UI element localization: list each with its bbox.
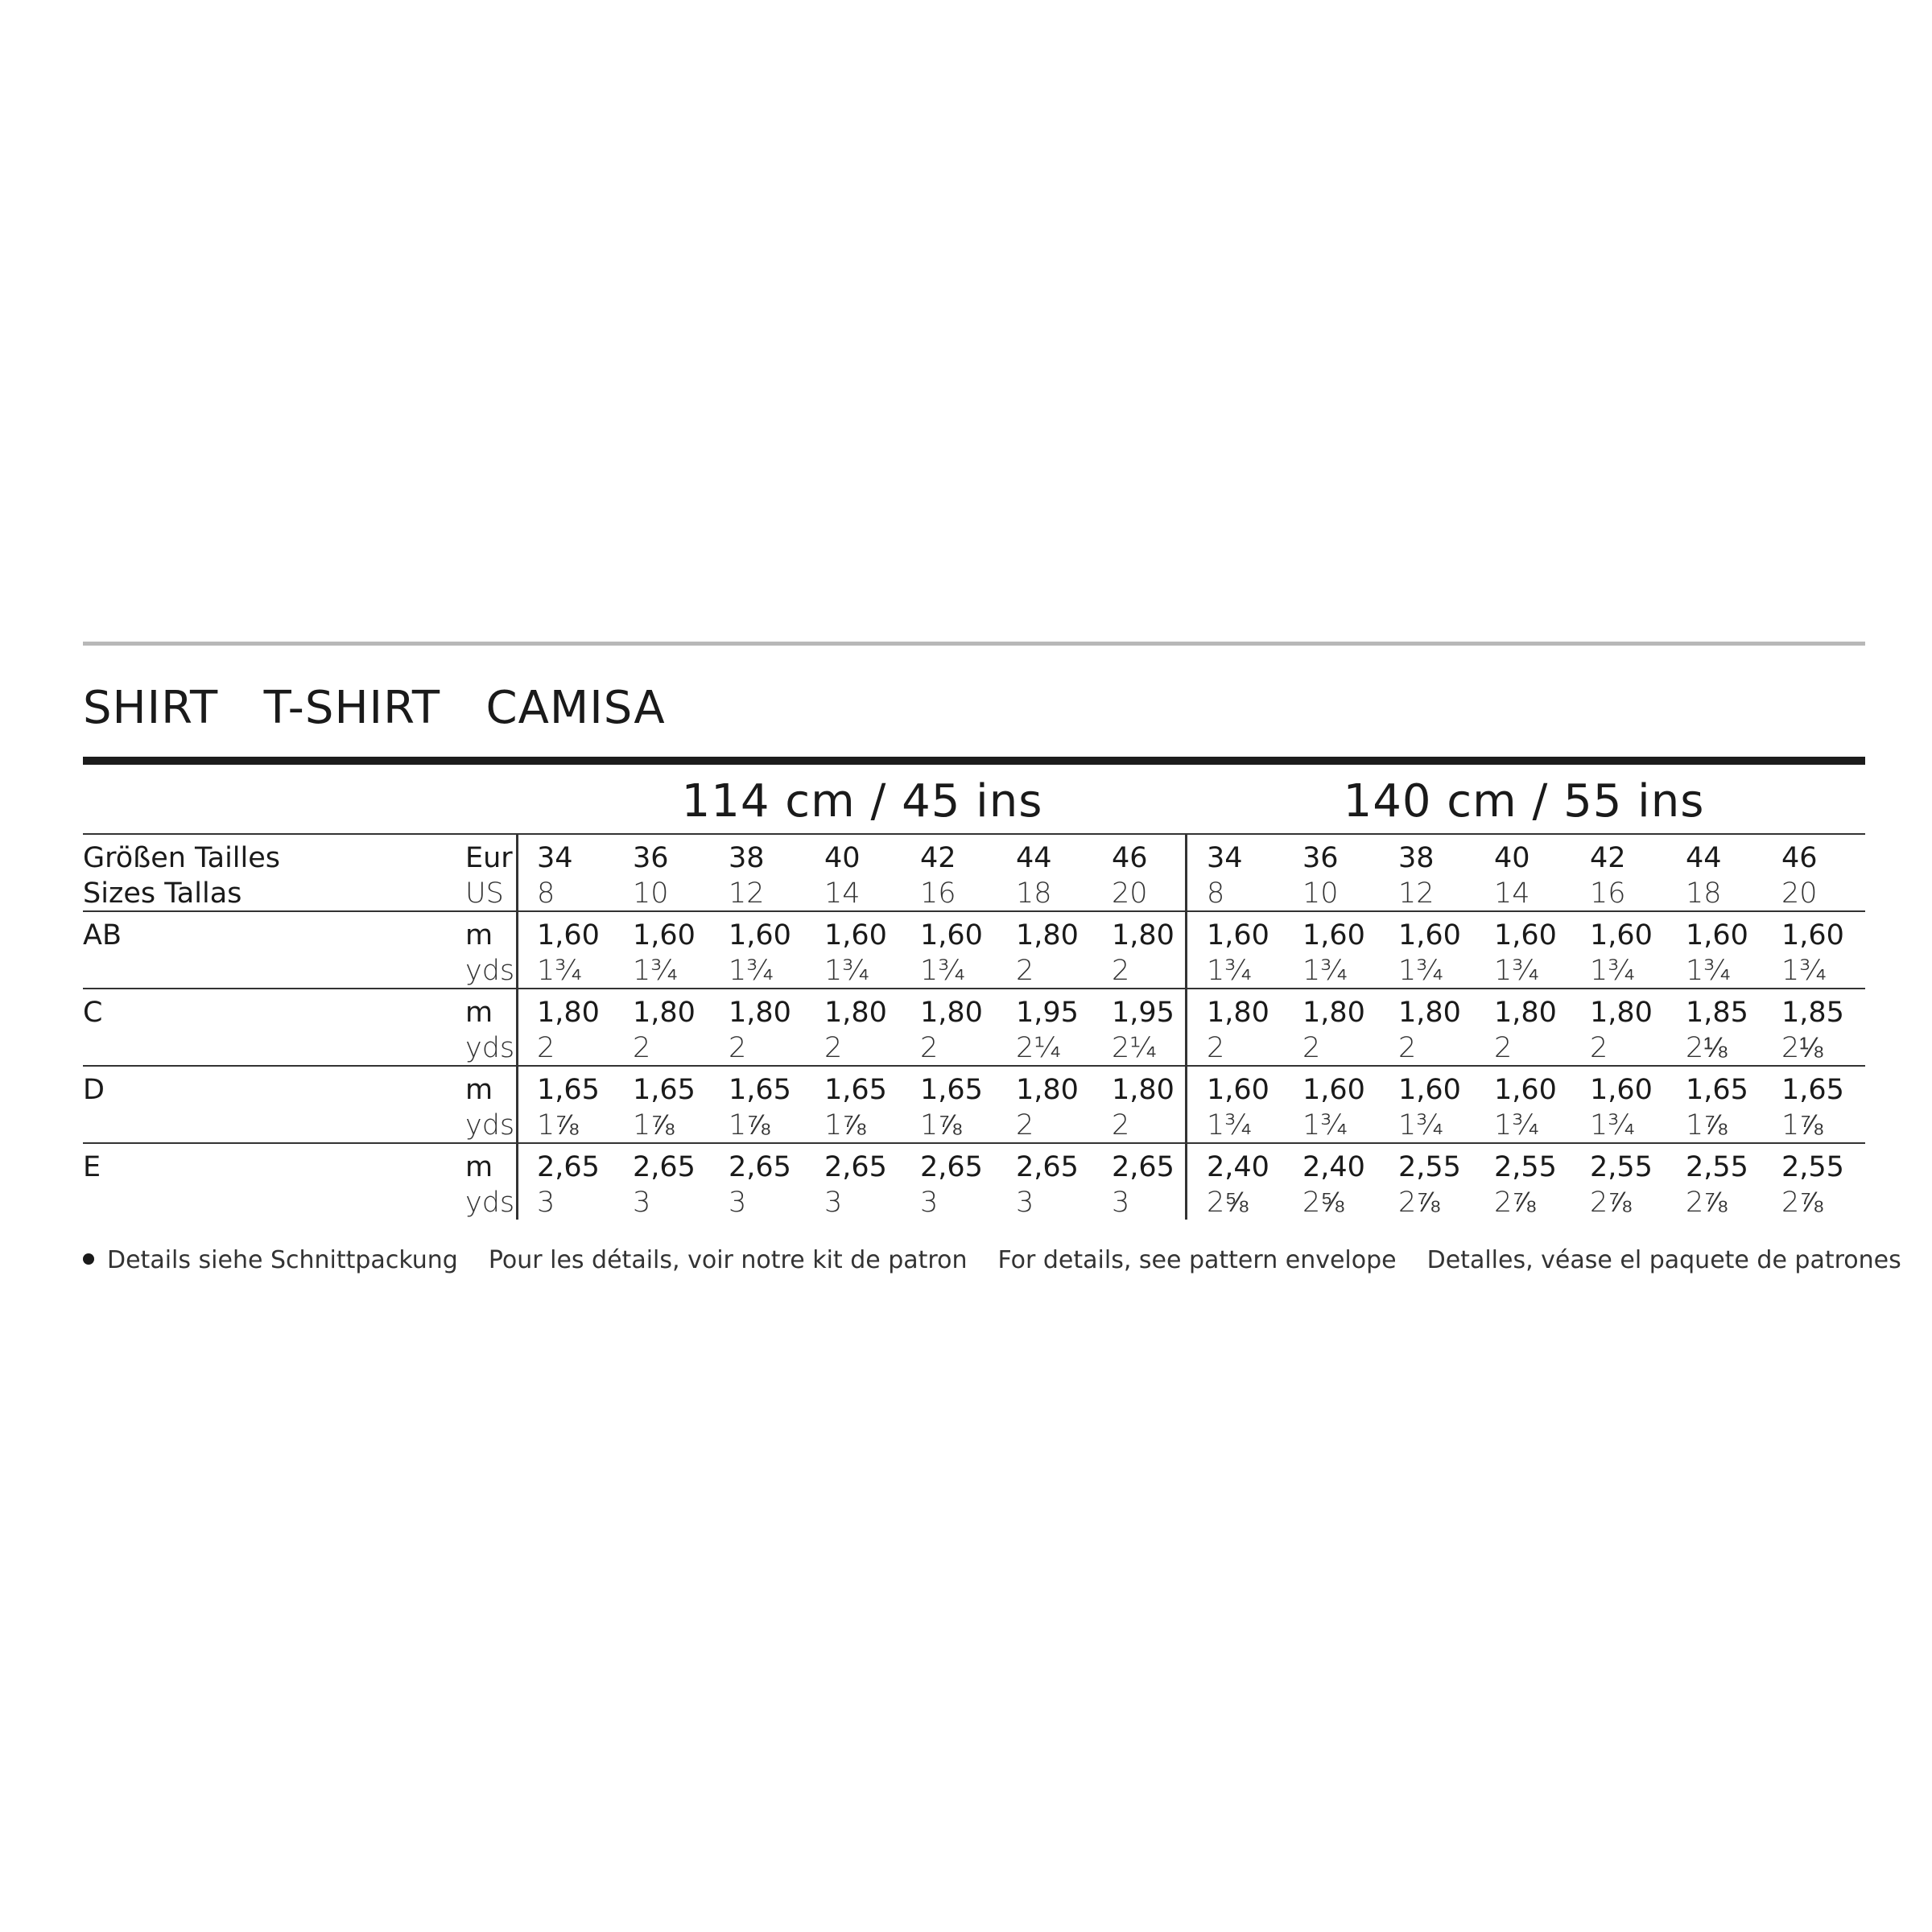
yards-value: 1¾ bbox=[1398, 955, 1444, 987]
yards-value: 3 bbox=[1112, 1187, 1130, 1219]
unit-m-label: m bbox=[465, 997, 493, 1029]
unit-yds-label: yds bbox=[465, 955, 515, 987]
view-row bbox=[83, 1144, 1865, 1220]
meters-value: 2,65 bbox=[633, 1151, 696, 1183]
size-eur: 44 bbox=[1686, 842, 1722, 874]
size-eur: 36 bbox=[1302, 842, 1339, 874]
meters-value: 1,65 bbox=[729, 1074, 791, 1106]
footnote-es: Detalles, véase el paquete de patrones bbox=[1426, 1246, 1901, 1274]
size-us: 12 bbox=[729, 877, 765, 910]
meters-value: 2,40 bbox=[1207, 1151, 1269, 1183]
meters-value: 1,60 bbox=[729, 919, 791, 952]
yards-value: 2¼ bbox=[1112, 1032, 1158, 1064]
size-header-row bbox=[83, 835, 1865, 912]
meters-value: 1,80 bbox=[633, 997, 696, 1029]
fabric-width-row bbox=[83, 765, 1865, 835]
column-divider bbox=[1185, 835, 1187, 910]
meters-value: 1,60 bbox=[1207, 919, 1269, 952]
page-title: SHIRT T-SHIRT CAMISA bbox=[83, 682, 666, 734]
footnote-fr: Pour les détails, voir notre kit de patron bbox=[488, 1246, 968, 1274]
yards-value: 2⅞ bbox=[1494, 1187, 1536, 1219]
meters-value: 1,65 bbox=[537, 1074, 600, 1106]
meters-value: 1,60 bbox=[633, 919, 696, 952]
meters-value: 1,80 bbox=[537, 997, 600, 1029]
yards-value: 1¾ bbox=[1590, 1109, 1636, 1141]
meters-value: 1,85 bbox=[1781, 997, 1844, 1029]
yards-value: 1¾ bbox=[824, 955, 870, 987]
yards-value: 3 bbox=[537, 1187, 555, 1219]
size-us: 20 bbox=[1781, 877, 1818, 910]
meters-value: 1,80 bbox=[1302, 997, 1365, 1029]
column-divider bbox=[1185, 989, 1187, 1065]
yards-value: 1¾ bbox=[1207, 1109, 1253, 1141]
yards-value: 2 bbox=[824, 1032, 843, 1064]
size-us: 8 bbox=[1207, 877, 1225, 910]
meters-value: 1,65 bbox=[633, 1074, 696, 1106]
meters-value: 1,60 bbox=[920, 919, 983, 952]
meters-value: 1,80 bbox=[729, 997, 791, 1029]
size-us: 18 bbox=[1686, 877, 1722, 910]
meters-value: 1,60 bbox=[1494, 919, 1557, 952]
meters-value: 1,60 bbox=[1207, 1074, 1269, 1106]
yards-value: 2 bbox=[1398, 1032, 1417, 1064]
yards-value: 2⅞ bbox=[1590, 1187, 1632, 1219]
yards-value: 2 bbox=[1590, 1032, 1608, 1064]
yards-value: 2 bbox=[1112, 1109, 1130, 1141]
meters-value: 1,80 bbox=[1590, 997, 1653, 1029]
meters-value: 1,60 bbox=[1302, 1074, 1365, 1106]
meters-value: 1,80 bbox=[1494, 997, 1557, 1029]
meters-value: 1,80 bbox=[824, 997, 887, 1029]
yardage-table bbox=[83, 765, 1865, 1220]
view-label: E bbox=[83, 1151, 101, 1183]
size-us: 10 bbox=[633, 877, 669, 910]
yards-value: 3 bbox=[1016, 1187, 1034, 1219]
yards-value: 2⅝ bbox=[1302, 1187, 1344, 1219]
meters-value: 1,65 bbox=[920, 1074, 983, 1106]
size-eur: 40 bbox=[1494, 842, 1530, 874]
top-divider bbox=[83, 642, 1865, 646]
meters-value: 1,80 bbox=[1112, 1074, 1174, 1106]
meters-value: 1,60 bbox=[537, 919, 600, 952]
view-row bbox=[83, 912, 1865, 989]
meters-value: 1,60 bbox=[1590, 1074, 1653, 1106]
meters-value: 1,80 bbox=[1207, 997, 1269, 1029]
size-us: 14 bbox=[1494, 877, 1530, 910]
unit-m-label: m bbox=[465, 919, 493, 952]
yards-value: 2 bbox=[1016, 955, 1034, 987]
meters-value: 1,60 bbox=[824, 919, 887, 952]
meters-value: 2,65 bbox=[920, 1151, 983, 1183]
meters-value: 1,65 bbox=[824, 1074, 887, 1106]
size-eur: 40 bbox=[824, 842, 861, 874]
fabric-width-114: 114 cm / 45 ins bbox=[681, 775, 1043, 828]
yards-value: 1⅞ bbox=[1686, 1109, 1728, 1141]
yards-value: 2⅞ bbox=[1781, 1187, 1823, 1219]
size-us: 16 bbox=[1590, 877, 1626, 910]
yards-value: 1¾ bbox=[1302, 1109, 1348, 1141]
yards-value: 2 bbox=[1302, 1032, 1321, 1064]
meters-value: 1,80 bbox=[1016, 919, 1079, 952]
meters-value: 1,85 bbox=[1686, 997, 1748, 1029]
column-divider bbox=[516, 1067, 518, 1142]
column-divider bbox=[1185, 1067, 1187, 1142]
column-divider bbox=[516, 1144, 518, 1220]
meters-value: 1,60 bbox=[1302, 919, 1365, 952]
meters-value: 1,60 bbox=[1398, 1074, 1461, 1106]
meters-value: 2,65 bbox=[824, 1151, 887, 1183]
size-eur: 44 bbox=[1016, 842, 1052, 874]
meters-value: 2,40 bbox=[1302, 1151, 1365, 1183]
view-label: D bbox=[83, 1074, 105, 1106]
size-us: 20 bbox=[1112, 877, 1148, 910]
title-underline bbox=[83, 757, 1865, 765]
meters-value: 2,55 bbox=[1590, 1151, 1653, 1183]
meters-value: 1,95 bbox=[1016, 997, 1079, 1029]
view-row bbox=[83, 1067, 1865, 1144]
yards-value: 2⅛ bbox=[1781, 1032, 1823, 1064]
yards-value: 3 bbox=[920, 1187, 939, 1219]
yards-value: 1¾ bbox=[1494, 955, 1540, 987]
yards-value: 2⅝ bbox=[1207, 1187, 1249, 1219]
meters-value: 1,95 bbox=[1112, 997, 1174, 1029]
column-divider bbox=[1185, 912, 1187, 988]
meters-value: 2,55 bbox=[1494, 1151, 1557, 1183]
yards-value: 2⅞ bbox=[1686, 1187, 1728, 1219]
size-us: 8 bbox=[537, 877, 555, 910]
size-us: 10 bbox=[1302, 877, 1339, 910]
unit-m-label: m bbox=[465, 1151, 493, 1183]
yards-value: 3 bbox=[824, 1187, 843, 1219]
column-divider bbox=[516, 989, 518, 1065]
yards-value: 2⅞ bbox=[1398, 1187, 1440, 1219]
size-eur: 36 bbox=[633, 842, 669, 874]
yards-value: 2 bbox=[1112, 955, 1130, 987]
meters-value: 1,80 bbox=[1016, 1074, 1079, 1106]
yards-value: 2⅛ bbox=[1686, 1032, 1728, 1064]
yards-value: 3 bbox=[633, 1187, 651, 1219]
view-label: AB bbox=[83, 919, 122, 952]
yards-value: 2 bbox=[633, 1032, 651, 1064]
view-label: C bbox=[83, 997, 103, 1029]
size-eur: 46 bbox=[1781, 842, 1818, 874]
yards-value: 1⅞ bbox=[824, 1109, 866, 1141]
footnote bbox=[83, 1246, 1932, 1274]
footnote-de: Details siehe Schnittpackung bbox=[107, 1246, 458, 1274]
meters-value: 1,80 bbox=[1398, 997, 1461, 1029]
yards-value: 1¾ bbox=[633, 955, 679, 987]
size-eur: 38 bbox=[1398, 842, 1435, 874]
meters-value: 2,55 bbox=[1781, 1151, 1844, 1183]
meters-value: 2,55 bbox=[1398, 1151, 1461, 1183]
yards-value: 2 bbox=[1207, 1032, 1225, 1064]
meters-value: 2,65 bbox=[1112, 1151, 1174, 1183]
meters-value: 1,80 bbox=[920, 997, 983, 1029]
footnote-en: For details, see pattern envelope bbox=[997, 1246, 1397, 1274]
view-row bbox=[83, 989, 1865, 1067]
meters-value: 1,65 bbox=[1781, 1074, 1844, 1106]
unit-yds-label: yds bbox=[465, 1032, 515, 1064]
size-unit-eur: Eur bbox=[465, 842, 513, 874]
yards-value: 1⅞ bbox=[1781, 1109, 1823, 1141]
size-us: 18 bbox=[1016, 877, 1052, 910]
yards-value: 1¾ bbox=[1302, 955, 1348, 987]
yards-value: 1⅞ bbox=[729, 1109, 770, 1141]
yards-value: 1¾ bbox=[1398, 1109, 1444, 1141]
size-eur: 42 bbox=[920, 842, 956, 874]
yards-value: 1¾ bbox=[920, 955, 966, 987]
meters-value: 2,55 bbox=[1686, 1151, 1748, 1183]
yards-value: 1⅞ bbox=[920, 1109, 962, 1141]
size-label-line1: Größen Tailles bbox=[83, 842, 281, 874]
meters-value: 2,65 bbox=[729, 1151, 791, 1183]
meters-value: 1,60 bbox=[1781, 919, 1844, 952]
yards-value: 1¾ bbox=[1781, 955, 1827, 987]
meters-value: 1,65 bbox=[1686, 1074, 1748, 1106]
yards-value: 1⅞ bbox=[633, 1109, 675, 1141]
size-us: 14 bbox=[824, 877, 861, 910]
meters-value: 1,60 bbox=[1686, 919, 1748, 952]
size-eur: 34 bbox=[1207, 842, 1243, 874]
column-divider bbox=[516, 912, 518, 988]
size-eur: 42 bbox=[1590, 842, 1626, 874]
size-label-line2: Sizes Tallas bbox=[83, 877, 242, 910]
yards-value: 1¾ bbox=[537, 955, 583, 987]
meters-value: 1,60 bbox=[1398, 919, 1461, 952]
meters-value: 1,80 bbox=[1112, 919, 1174, 952]
yards-value: 1¾ bbox=[1590, 955, 1636, 987]
unit-m-label: m bbox=[465, 1074, 493, 1106]
unit-yds-label: yds bbox=[465, 1109, 515, 1141]
yards-value: 2 bbox=[920, 1032, 939, 1064]
yards-value: 2 bbox=[729, 1032, 747, 1064]
size-unit-us: US bbox=[465, 877, 504, 910]
unit-yds-label: yds bbox=[465, 1187, 515, 1219]
yards-value: 1⅞ bbox=[537, 1109, 579, 1141]
meters-value: 1,60 bbox=[1590, 919, 1653, 952]
yards-value: 1¾ bbox=[1686, 955, 1732, 987]
size-eur: 34 bbox=[537, 842, 573, 874]
yards-value: 3 bbox=[729, 1187, 747, 1219]
meters-value: 2,65 bbox=[1016, 1151, 1079, 1183]
size-us: 12 bbox=[1398, 877, 1435, 910]
yards-value: 2 bbox=[1016, 1109, 1034, 1141]
yards-value: 2 bbox=[537, 1032, 555, 1064]
yards-value: 1¾ bbox=[729, 955, 774, 987]
meters-value: 1,60 bbox=[1494, 1074, 1557, 1106]
yards-value: 2¼ bbox=[1016, 1032, 1062, 1064]
yards-value: 1¾ bbox=[1207, 955, 1253, 987]
column-divider bbox=[1185, 1144, 1187, 1220]
yards-value: 2 bbox=[1494, 1032, 1513, 1064]
size-us: 16 bbox=[920, 877, 956, 910]
fabric-width-140: 140 cm / 55 ins bbox=[1343, 775, 1705, 828]
yards-value: 1¾ bbox=[1494, 1109, 1540, 1141]
size-eur: 46 bbox=[1112, 842, 1148, 874]
bullet-icon bbox=[83, 1253, 94, 1265]
meters-value: 2,65 bbox=[537, 1151, 600, 1183]
column-divider bbox=[516, 835, 518, 910]
size-eur: 38 bbox=[729, 842, 765, 874]
